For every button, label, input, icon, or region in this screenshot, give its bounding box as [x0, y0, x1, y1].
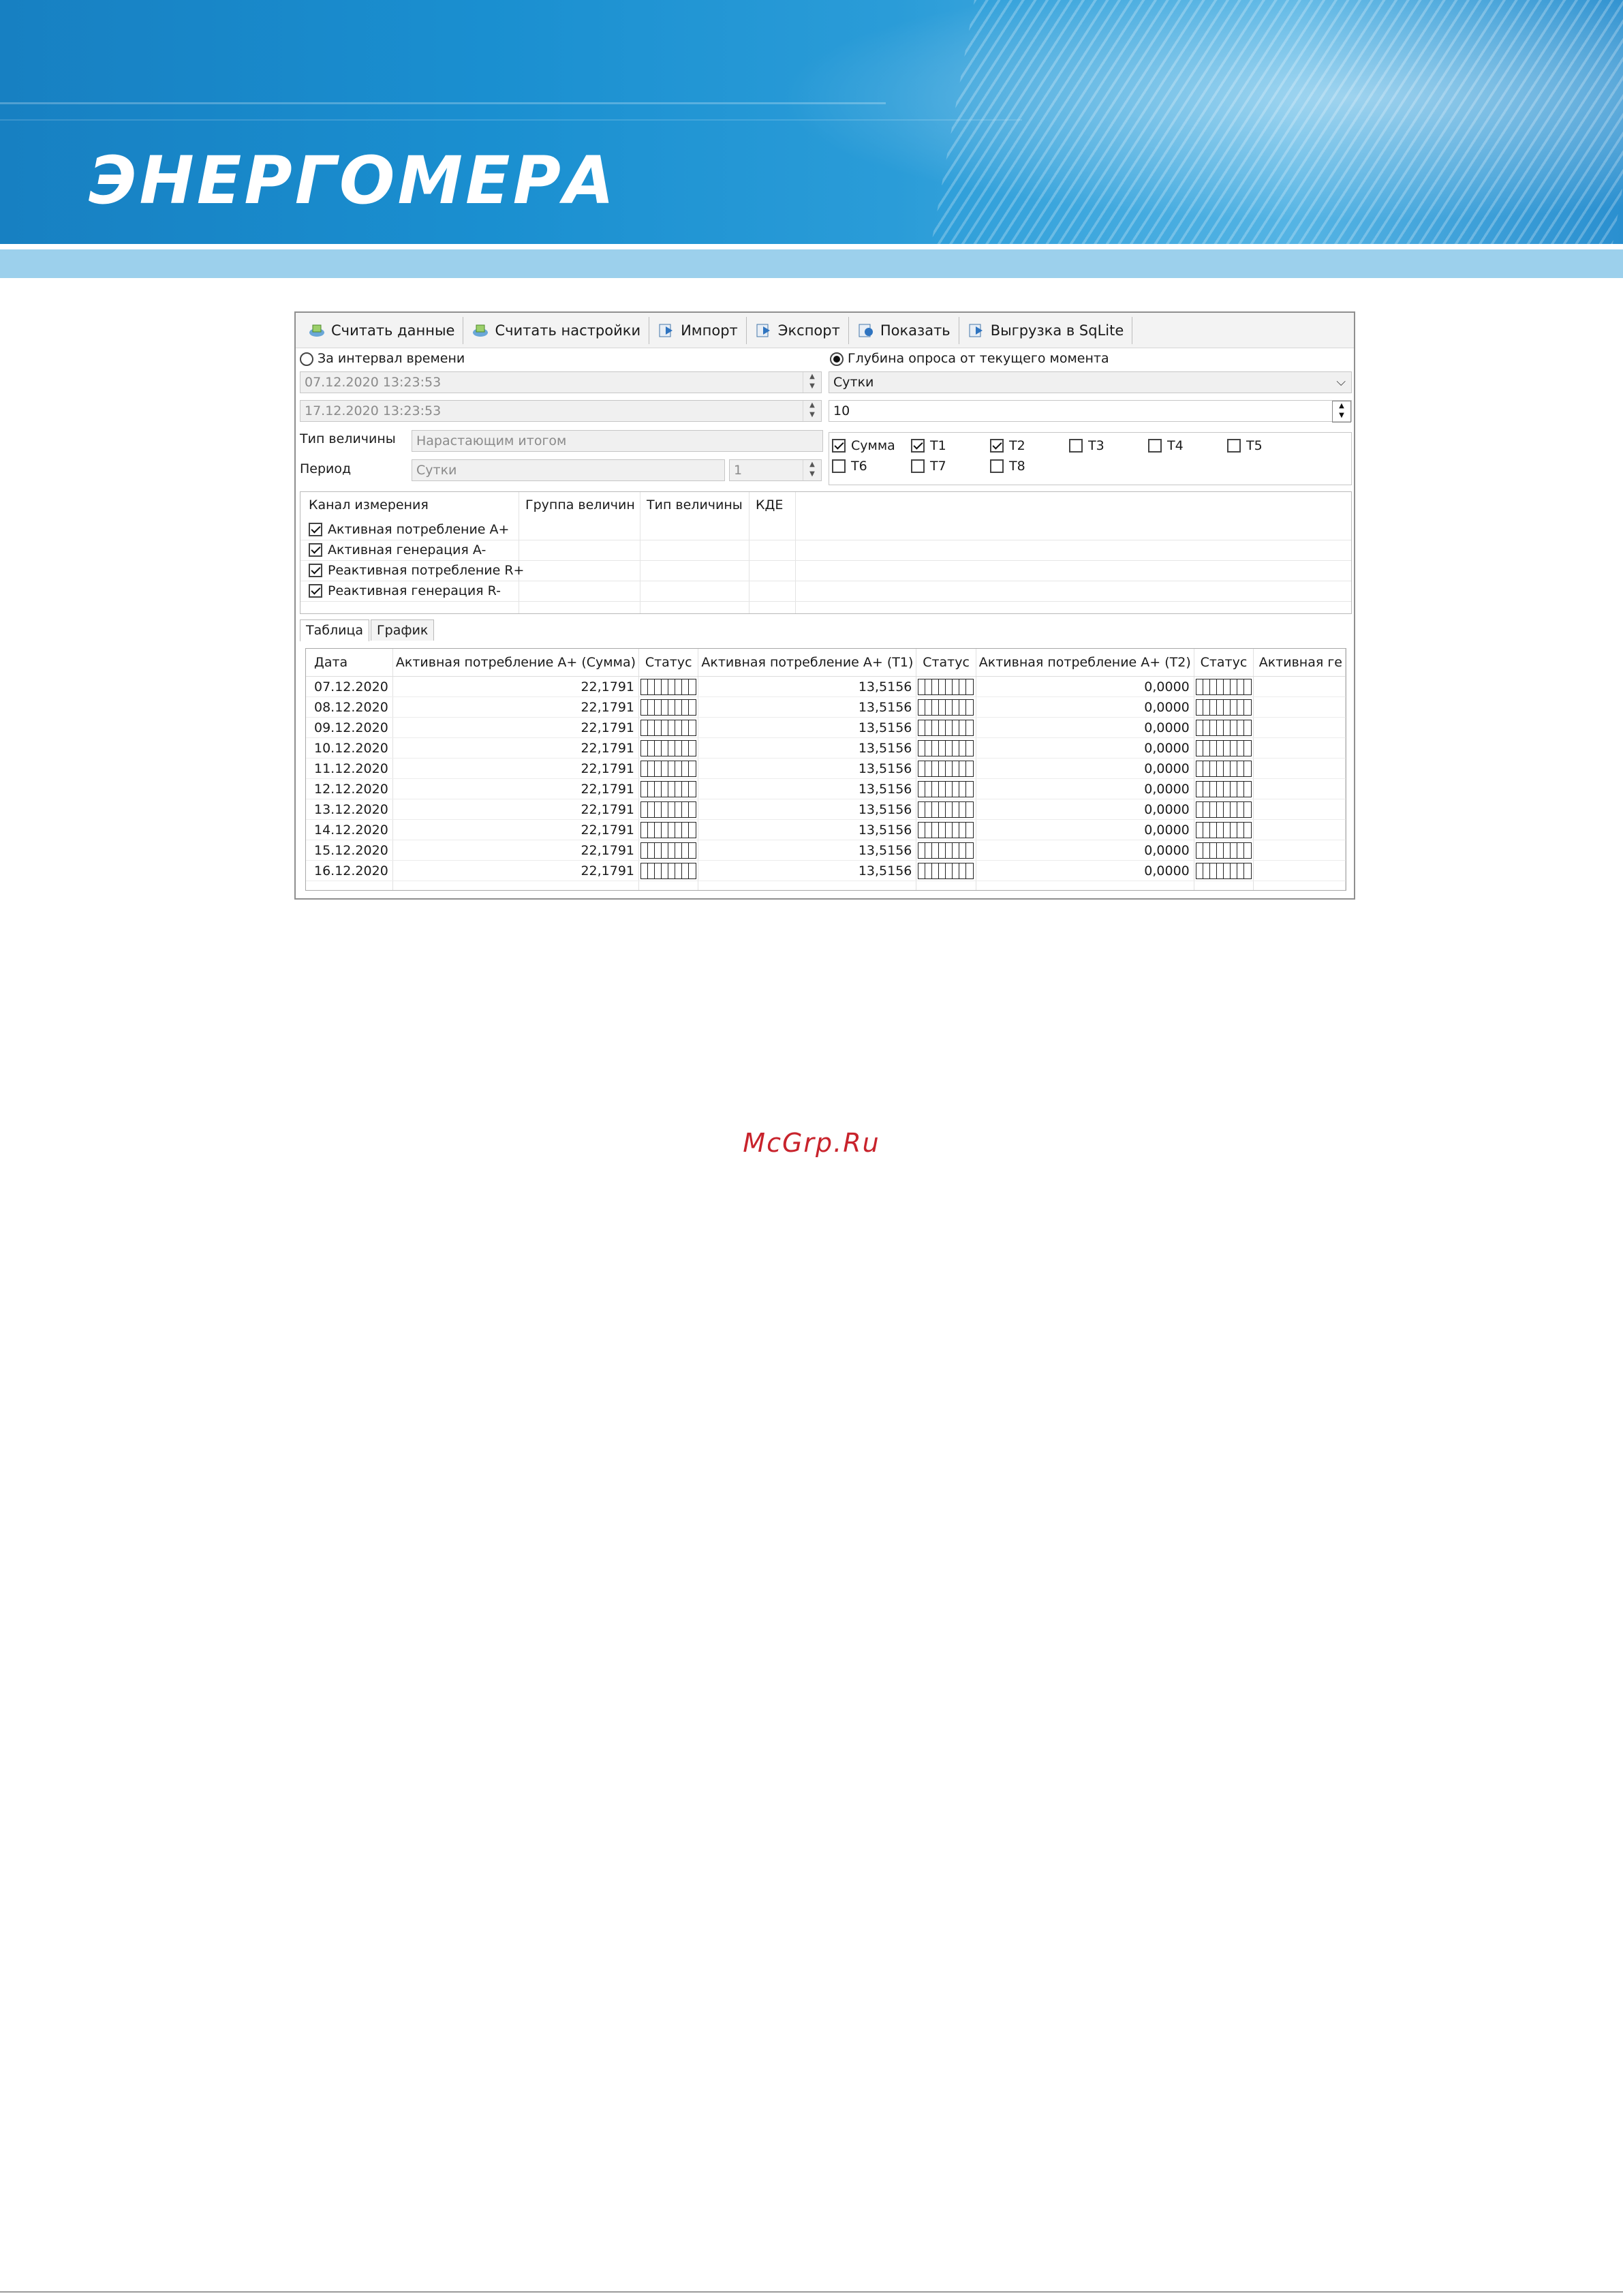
- interval-to-field[interactable]: [300, 400, 822, 422]
- empty-cell: [1194, 881, 1253, 891]
- truncated-cell: [1254, 799, 1346, 820]
- banner-line: [0, 102, 886, 104]
- channel-row[interactable]: [300, 540, 1351, 561]
- channel-checkbox[interactable]: [309, 584, 322, 598]
- value-cell: 0,0000: [976, 759, 1194, 779]
- status-cell: [639, 677, 698, 697]
- header-banner: [0, 0, 1623, 244]
- depth-count-field[interactable]: [829, 400, 1352, 422]
- status-flags: [1196, 740, 1252, 756]
- grid-body: [306, 677, 1346, 891]
- status-flags: [918, 781, 974, 797]
- status-cell: [916, 718, 976, 738]
- tariff-t7-checkbox[interactable]: [911, 459, 925, 473]
- tariff-t6-checkbox[interactable]: [832, 459, 846, 473]
- show-button[interactable]: [849, 317, 959, 344]
- table-row[interactable]: [306, 840, 1346, 861]
- tariff-t8-label: T8: [1009, 459, 1025, 474]
- status-flags: [918, 699, 974, 716]
- status-flags: [918, 720, 974, 736]
- status-cell: [639, 718, 698, 738]
- tab-chart[interactable]: График: [371, 619, 434, 641]
- value-cell: 22,1791: [392, 697, 638, 718]
- value-cell: 13,5156: [698, 718, 916, 738]
- table-row[interactable]: [306, 677, 1346, 697]
- export-button[interactable]: [747, 317, 849, 344]
- depth-mode-radio[interactable]: [830, 352, 844, 366]
- banner-stripe: [0, 249, 1623, 278]
- interval-from-field[interactable]: [300, 371, 822, 393]
- value-cell: 13,5156: [698, 840, 916, 861]
- channel-checkbox[interactable]: [309, 564, 322, 577]
- channel-row[interactable]: [300, 581, 1351, 602]
- interval-mode-radio[interactable]: [300, 352, 313, 366]
- depth-unit-value: Сутки: [833, 375, 874, 390]
- value-cell: 0,0000: [976, 677, 1194, 697]
- empty-cell: [639, 881, 698, 891]
- status-flags: [1196, 822, 1252, 838]
- value-cell: 0,0000: [976, 738, 1194, 759]
- empty-cell: [976, 881, 1194, 891]
- group-header[interactable]: Группа величин: [525, 498, 635, 512]
- data-grid: [305, 648, 1346, 891]
- status-cell: [1194, 820, 1253, 840]
- status-cell: [639, 799, 698, 820]
- channels-list: [300, 491, 1352, 614]
- value-cell: 22,1791: [392, 759, 638, 779]
- status-cell: [639, 861, 698, 881]
- empty-cell: [392, 881, 638, 891]
- channel-item[interactable]: [309, 542, 486, 557]
- status-cell: [916, 820, 976, 840]
- value-cell: 13,5156: [698, 861, 916, 881]
- grid-header-row: [306, 649, 1346, 677]
- interval-to-spinner[interactable]: ▲ ▼: [803, 401, 821, 421]
- date-cell: 14.12.2020: [306, 820, 392, 840]
- read-data-label: Считать данные: [331, 322, 455, 339]
- table-row[interactable]: [306, 779, 1346, 799]
- period-label: Период: [300, 461, 352, 476]
- tariff-t2-checkbox[interactable]: [990, 439, 1004, 453]
- value-cell: 0,0000: [976, 697, 1194, 718]
- status-flags: [640, 842, 696, 859]
- status-flags: [918, 761, 974, 777]
- channel-item[interactable]: [309, 583, 501, 598]
- value-cell: 22,1791: [392, 738, 638, 759]
- truncated-cell: [1254, 861, 1346, 881]
- channel-checkbox[interactable]: [309, 523, 322, 536]
- channel-checkbox[interactable]: [309, 543, 322, 557]
- channel-row[interactable]: [300, 519, 1351, 540]
- banner-pattern: [929, 0, 1623, 244]
- status-flags: [1196, 720, 1252, 736]
- column-header[interactable]: Активная потребление A+ (Сумма): [392, 649, 638, 677]
- date-cell: 13.12.2020: [306, 799, 392, 820]
- tariff-t8-checkbox[interactable]: [990, 459, 1004, 473]
- status-flags: [1196, 801, 1252, 818]
- table-row[interactable]: [306, 718, 1346, 738]
- status-cell: [916, 779, 976, 799]
- empty-cell: [698, 881, 916, 891]
- status-cell: [1194, 697, 1253, 718]
- tariff-t1-label: T1: [930, 438, 946, 453]
- column-header[interactable]: Статус: [916, 649, 976, 677]
- tariff-t6[interactable]: [832, 459, 867, 474]
- value-cell: 22,1791: [392, 861, 638, 881]
- status-flags: [640, 801, 696, 818]
- status-cell: [1194, 799, 1253, 820]
- status-flags: [640, 781, 696, 797]
- value-cell: 0,0000: [976, 820, 1194, 840]
- truncated-cell: [1254, 677, 1346, 697]
- import-label: Импорт: [681, 322, 738, 339]
- import-button[interactable]: [649, 317, 747, 344]
- value-cell: 0,0000: [976, 799, 1194, 820]
- export-icon: [755, 322, 773, 339]
- depth-mode-option[interactable]: [830, 351, 1109, 366]
- status-cell: [916, 861, 976, 881]
- column-header[interactable]: Статус: [639, 649, 698, 677]
- status-cell: [639, 820, 698, 840]
- tariff-t4-label: T4: [1167, 438, 1184, 453]
- value-cell: 22,1791: [392, 820, 638, 840]
- sqlite-export-icon: [968, 322, 985, 339]
- status-flags: [1196, 842, 1252, 859]
- table-row[interactable]: [306, 697, 1346, 718]
- tariff-t1-checkbox[interactable]: [911, 439, 925, 453]
- toolbar: [296, 313, 1354, 348]
- interval-to-value: 17.12.2020 13:23:53: [305, 403, 442, 418]
- kde-header[interactable]: КДЕ: [756, 498, 784, 512]
- status-flags: [918, 863, 974, 879]
- date-cell: 11.12.2020: [306, 759, 392, 779]
- tariff-t7[interactable]: [911, 459, 946, 474]
- tariff-t4[interactable]: [1148, 438, 1184, 453]
- tariff-selector: [829, 432, 1352, 485]
- truncated-cell: [1254, 820, 1346, 840]
- status-cell: [916, 840, 976, 861]
- read-data-icon: [308, 322, 326, 339]
- status-cell: [916, 759, 976, 779]
- data-table: [306, 649, 1346, 891]
- value-cell: 0,0000: [976, 840, 1194, 861]
- status-flags: [640, 740, 696, 756]
- channel-name: Реактивная потребление R+: [328, 563, 525, 578]
- status-flags: [640, 822, 696, 838]
- read-settings-icon: [472, 322, 489, 339]
- tariff-t2[interactable]: [990, 438, 1025, 453]
- status-flags: [640, 720, 696, 736]
- value-cell: 22,1791: [392, 799, 638, 820]
- status-flags: [918, 801, 974, 818]
- read-settings-button[interactable]: [463, 317, 649, 344]
- channel-item[interactable]: [309, 522, 509, 537]
- read-data-button[interactable]: [300, 317, 463, 344]
- status-cell: [639, 738, 698, 759]
- status-cell: [1194, 779, 1253, 799]
- chevron-down-icon: ⌵: [1336, 375, 1346, 389]
- status-flags: [640, 863, 696, 879]
- show-icon: [857, 322, 875, 339]
- channel-header[interactable]: Канал измерения: [309, 498, 429, 512]
- export-label: Экспорт: [777, 322, 840, 339]
- date-cell: 12.12.2020: [306, 779, 392, 799]
- status-cell: [916, 677, 976, 697]
- interval-from-spinner[interactable]: ▲ ▼: [803, 372, 821, 393]
- show-label: Показать: [880, 322, 950, 339]
- table-row[interactable]: [306, 738, 1346, 759]
- status-flags: [640, 679, 696, 695]
- truncated-cell: [1254, 738, 1346, 759]
- value-type-value: Нарастающим итогом: [416, 433, 567, 448]
- brand-logo: ЭНЕРГОМЕРА: [89, 142, 617, 219]
- tariff-t3[interactable]: [1069, 438, 1104, 453]
- tariff-t5-checkbox[interactable]: [1227, 439, 1241, 453]
- status-flags: [918, 842, 974, 859]
- status-cell: [639, 840, 698, 861]
- depth-count-value: 10: [833, 403, 850, 418]
- status-cell: [916, 697, 976, 718]
- status-flags: [918, 679, 974, 695]
- channel-name: Активная генерация A-: [328, 542, 486, 557]
- table-row: [306, 881, 1346, 891]
- tariff-t2-label: T2: [1009, 438, 1025, 453]
- channel-name: Активная потребление A+: [328, 522, 510, 537]
- tariff-t4-checkbox[interactable]: [1148, 439, 1162, 453]
- status-flags: [1196, 781, 1252, 797]
- status-cell: [1194, 759, 1253, 779]
- tariff-t7-label: T7: [930, 459, 946, 474]
- table-row[interactable]: [306, 820, 1346, 840]
- import-icon: [658, 322, 675, 339]
- date-cell: 16.12.2020: [306, 861, 392, 881]
- status-cell: [1194, 840, 1253, 861]
- value-cell: 0,0000: [976, 779, 1194, 799]
- value-cell: 22,1791: [392, 840, 638, 861]
- page-rule: [0, 2291, 1623, 2293]
- empty-cell: [306, 881, 392, 891]
- column-header[interactable]: Активная ге: [1254, 649, 1346, 677]
- tariff-sum-label: Сумма: [851, 438, 895, 453]
- sqlite-export-label: Выгрузка в SqLite: [990, 322, 1124, 339]
- value-cell: 13,5156: [698, 677, 916, 697]
- type-header[interactable]: Тип величины: [647, 498, 743, 512]
- tariff-t6-label: T6: [851, 459, 867, 474]
- date-cell: 07.12.2020: [306, 677, 392, 697]
- value-cell: 13,5156: [698, 799, 916, 820]
- value-cell: 0,0000: [976, 718, 1194, 738]
- depth-count-spinner[interactable]: ▲ ▼: [1332, 401, 1351, 423]
- tariff-sum-checkbox[interactable]: [832, 439, 846, 453]
- status-flags: [918, 822, 974, 838]
- status-cell: [1194, 861, 1253, 881]
- date-cell: 08.12.2020: [306, 697, 392, 718]
- status-flags: [1196, 863, 1252, 879]
- channel-row[interactable]: [300, 560, 1351, 581]
- table-row[interactable]: [306, 861, 1346, 881]
- tariff-t5-label: T5: [1246, 438, 1263, 453]
- table-row[interactable]: [306, 759, 1346, 779]
- read-settings-label: Считать настройки: [495, 322, 641, 339]
- interval-mode-option[interactable]: [300, 351, 465, 366]
- tariff-t3-checkbox[interactable]: [1069, 439, 1083, 453]
- status-flags: [1196, 761, 1252, 777]
- table-row[interactable]: [306, 799, 1346, 820]
- status-cell: [1194, 677, 1253, 697]
- value-cell: 22,1791: [392, 718, 638, 738]
- status-cell: [1194, 718, 1253, 738]
- sqlite-export-button[interactable]: [959, 317, 1133, 344]
- channel-item[interactable]: [309, 563, 524, 578]
- truncated-cell: [1254, 840, 1346, 861]
- column-header[interactable]: Активная потребление A+ (T2): [976, 649, 1194, 677]
- value-cell: 0,0000: [976, 861, 1194, 881]
- status-cell: [639, 759, 698, 779]
- value-cell: 13,5156: [698, 759, 916, 779]
- value-type-label: Тип величины: [300, 431, 396, 446]
- interval-from-value: 07.12.2020 13:23:53: [305, 375, 442, 390]
- status-flags: [918, 740, 974, 756]
- status-flags: [640, 699, 696, 716]
- banner-line: [0, 119, 1022, 121]
- date-cell: 10.12.2020: [306, 738, 392, 759]
- value-cell: 13,5156: [698, 697, 916, 718]
- column-header[interactable]: Дата: [306, 649, 392, 677]
- truncated-cell: [1254, 759, 1346, 779]
- status-flags: [1196, 679, 1252, 695]
- period-select[interactable]: [412, 459, 725, 481]
- tab-table[interactable]: Таблица: [300, 619, 369, 641]
- empty-cell: [1254, 881, 1346, 891]
- tariff-t8[interactable]: [990, 459, 1025, 474]
- interval-mode-label: За интервал времени: [318, 351, 465, 366]
- tariff-t3-label: T3: [1088, 438, 1104, 453]
- date-cell: 09.12.2020: [306, 718, 392, 738]
- tariff-sum[interactable]: [832, 438, 895, 453]
- depth-unit-select[interactable]: [829, 371, 1352, 393]
- channel-name: Реактивная генерация R-: [328, 583, 501, 598]
- value-cell: 13,5156: [698, 820, 916, 840]
- truncated-cell: [1254, 779, 1346, 799]
- column-header[interactable]: Активная потребление A+ (T1): [698, 649, 916, 677]
- value-cell: 22,1791: [392, 779, 638, 799]
- value-cell: 13,5156: [698, 738, 916, 759]
- watermark: McGrp.Ru: [743, 1128, 880, 1158]
- truncated-cell: [1254, 697, 1346, 718]
- value-cell: 13,5156: [698, 779, 916, 799]
- period-count-field[interactable]: [729, 459, 822, 481]
- status-cell: [639, 697, 698, 718]
- column-header[interactable]: Статус: [1194, 649, 1253, 677]
- app-window: [294, 311, 1355, 900]
- empty-cell: [916, 881, 976, 891]
- status-cell: [916, 738, 976, 759]
- status-cell: [639, 779, 698, 799]
- period-value: Сутки: [416, 463, 457, 478]
- depth-mode-label: Глубина опроса от текущего момента: [848, 351, 1109, 366]
- tariff-t1[interactable]: [911, 438, 946, 453]
- period-count-value: 1: [734, 463, 743, 478]
- date-cell: 15.12.2020: [306, 840, 392, 861]
- view-tabs: [300, 619, 435, 640]
- value-cell: 22,1791: [392, 677, 638, 697]
- truncated-cell: [1254, 718, 1346, 738]
- status-cell: [1194, 738, 1253, 759]
- status-flags: [1196, 699, 1252, 716]
- tariff-t5[interactable]: [1227, 438, 1263, 453]
- status-cell: [916, 799, 976, 820]
- period-count-spinner[interactable]: ▲ ▼: [803, 460, 821, 480]
- status-flags: [640, 761, 696, 777]
- value-type-select[interactable]: [412, 430, 823, 452]
